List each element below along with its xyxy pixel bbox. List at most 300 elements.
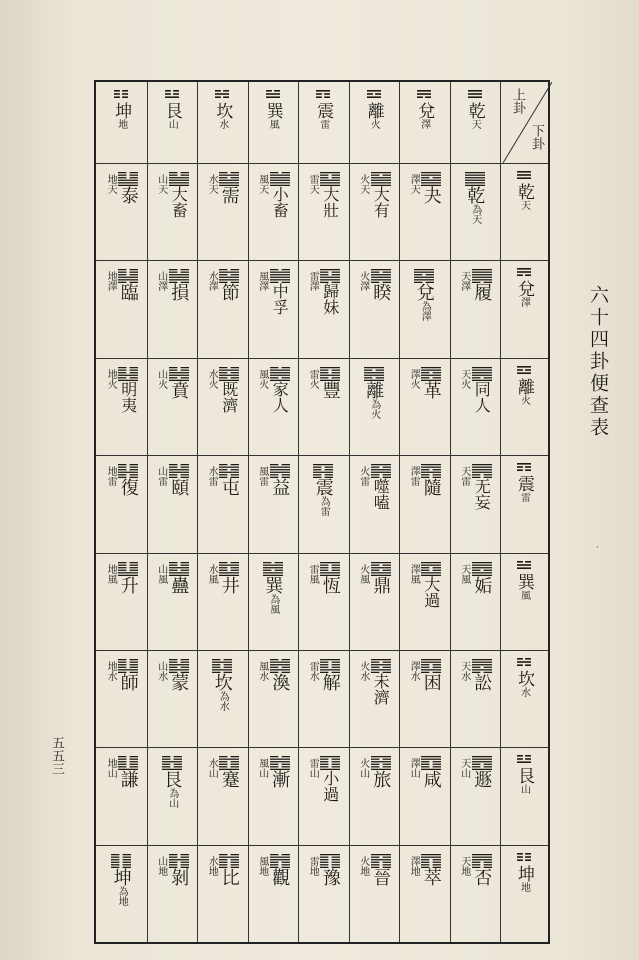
- hexagram-label-group: [219, 464, 239, 496]
- trigram-element: 山: [166, 119, 178, 129]
- hexagram-cell: [147, 163, 198, 260]
- hexagram-icon: [219, 756, 239, 770]
- hexagram-cell: [197, 260, 248, 357]
- hexagram-cell: [298, 455, 349, 552]
- hexagram-name: 既濟: [219, 380, 239, 413]
- hexagram-prefix: 火雷: [357, 466, 369, 487]
- hexagram-prefix: 火天: [357, 174, 369, 194]
- hexagram-label-group: [320, 756, 340, 802]
- hexagram-cell: [349, 845, 400, 942]
- hexagram-icon: [472, 562, 492, 576]
- hexagram-name: 大有: [371, 186, 391, 218]
- hexagram-prefix: 風澤: [256, 271, 268, 292]
- hexagram-cell: [349, 455, 400, 552]
- hexagram-suffix: 為山: [166, 788, 178, 809]
- trigram-icon: [316, 90, 330, 98]
- hexagram-name: 姤: [471, 575, 493, 594]
- hexagram-icon: [169, 464, 189, 478]
- hexagram-cell: [450, 845, 501, 942]
- hexagram-name: 小畜: [270, 186, 290, 218]
- hexagram-prefix: 地山: [105, 758, 117, 779]
- hexagram-cell: [248, 747, 299, 844]
- hexagram-cell: [96, 260, 147, 357]
- hexagram-icon: [169, 562, 189, 576]
- upper-trigram-header: [96, 82, 147, 163]
- hexagram-label-group: [472, 854, 492, 886]
- hexagram-cell: [96, 747, 147, 844]
- hexagram-name: 家人: [270, 380, 290, 413]
- hexagram-cell: [349, 747, 400, 844]
- hexagram-cell: [96, 163, 147, 260]
- hexagram-cell: [450, 747, 501, 844]
- hexagram-icon: [320, 756, 340, 770]
- trigram-icon: [367, 90, 381, 98]
- hexagram-cell: [450, 163, 501, 260]
- hexagram-label-group: [414, 269, 434, 321]
- hexagram-label-group: [421, 172, 441, 204]
- trigram-name: 坤: [111, 102, 132, 119]
- hexagram-prefix: 天火: [458, 368, 470, 389]
- hexagram-name: 旅: [370, 770, 392, 789]
- hexagram-label-group: [169, 269, 189, 301]
- hexagram-icon: [465, 172, 485, 186]
- hexagram-cell: [298, 163, 349, 260]
- hexagram-prefix: 風天: [256, 174, 268, 194]
- hexagram-label-group: [371, 659, 391, 705]
- hexagram-label-group: [219, 854, 239, 886]
- hexagram-label-group: [465, 172, 485, 224]
- hexagram-icon: [219, 269, 239, 283]
- upper-trigram-header: [197, 82, 248, 163]
- hexagram-label-group: [472, 659, 492, 691]
- hexagram-name: 小過: [320, 770, 340, 803]
- hexagram-name: 鼎: [370, 575, 392, 594]
- hexagram-icon: [270, 756, 290, 770]
- hexagram-icon: [270, 659, 290, 673]
- hexagram-label-group: [169, 562, 189, 594]
- trigram-name: 坎: [212, 102, 233, 119]
- lower-trigram-header: [500, 553, 548, 650]
- hexagram-name: 明夷: [118, 380, 138, 413]
- hexagram-icon: [169, 172, 189, 186]
- hexagram-cell: [349, 358, 400, 455]
- trigram-name: 震: [514, 475, 534, 493]
- hexagram-cell: [197, 358, 248, 455]
- hexagram-name: 履: [471, 283, 493, 302]
- lower-trigram-header: [500, 650, 548, 747]
- hexagram-prefix: 風地: [256, 855, 268, 876]
- hexagram-prefix: 山澤: [155, 271, 167, 292]
- hexagram-label-group: [169, 854, 189, 886]
- hexagram-cell: [399, 455, 450, 552]
- upper-trigram-header: [147, 82, 198, 163]
- hexagram-label-group: [118, 562, 138, 594]
- trigram-element: 山: [518, 784, 530, 795]
- header-upper-label: 上卦: [510, 88, 525, 114]
- hexagram-icon: [219, 562, 239, 576]
- hexagram-prefix: 風雷: [256, 466, 268, 487]
- hexagram-label-group: [421, 464, 441, 496]
- hexagram-label-group: [169, 659, 189, 691]
- hexagram-prefix: 澤火: [408, 368, 420, 389]
- hexagram-label-group: [270, 367, 290, 413]
- hexagram-name: 蠱: [168, 575, 190, 594]
- hexagram-name: 困: [420, 672, 442, 691]
- hexagram-icon: [421, 854, 441, 868]
- hexagram-icon: [371, 659, 391, 673]
- hexagram-icon: [371, 172, 391, 186]
- hexagram-name: 豐: [319, 380, 341, 399]
- hexagram-icon: [169, 269, 189, 283]
- hexagram-label-group: [219, 172, 239, 204]
- hexagram-icon: [421, 367, 441, 381]
- hexagram-label-group: [472, 756, 492, 788]
- trigram-element: 澤: [518, 297, 530, 308]
- hexagram-label-group: [212, 659, 232, 711]
- hexagram-cell: [298, 747, 349, 844]
- hexagram-icon: [371, 562, 391, 576]
- hexagram-name: 未濟: [371, 672, 391, 705]
- hexagram-label-group: [118, 659, 138, 691]
- hexagram-cell: [147, 650, 198, 747]
- hexagram-label-group: [263, 562, 283, 614]
- upper-trigram-header: [298, 82, 349, 163]
- hexagram-label-group: [371, 464, 391, 510]
- hexagram-label-group: [219, 562, 239, 594]
- hexagram-icon: [169, 659, 189, 673]
- hexagram-label-group: [371, 854, 391, 886]
- hexagram-name: 益: [269, 478, 291, 497]
- hexagram-name: 遯: [471, 770, 493, 789]
- hexagram-name: 臨: [117, 283, 139, 302]
- hexagram-name: 賁: [168, 380, 190, 399]
- hexagram-cell: [248, 845, 299, 942]
- hexagram-label-group: [364, 367, 384, 419]
- hexagram-icon: [320, 854, 340, 868]
- hexagram-label-group: [270, 854, 290, 886]
- hexagram-prefix: 天風: [458, 563, 470, 584]
- hexagram-name: 大畜: [169, 186, 189, 218]
- hexagram-name: 泰: [117, 186, 139, 204]
- hexagram-cell: [96, 553, 147, 650]
- hexagram-name: 艮: [161, 770, 183, 789]
- hexagram-name: 頤: [168, 478, 190, 497]
- hexagram-name: 晉: [370, 867, 392, 886]
- trigram-element: 天: [469, 119, 481, 129]
- hexagram-label-group: [169, 367, 189, 399]
- hexagram-icon: [118, 659, 138, 673]
- hexagram-icon: [219, 854, 239, 868]
- hexagram-prefix: 天雷: [458, 466, 470, 487]
- hexagram-cell: [96, 845, 147, 942]
- trigram-name: 兌: [514, 280, 534, 298]
- hexagram-icon: [371, 854, 391, 868]
- hexagram-prefix: 水雷: [206, 466, 218, 487]
- hexagram-icon: [320, 269, 340, 283]
- trigram-name: 坎: [514, 669, 534, 687]
- hexagram-cell: [399, 358, 450, 455]
- lower-trigram-header: [500, 747, 548, 844]
- hexagram-cell: [197, 650, 248, 747]
- hexagram-label-group: [169, 464, 189, 496]
- hexagram-prefix: 地火: [105, 368, 117, 389]
- hexagram-label-group: [472, 562, 492, 594]
- hexagram-cell: [349, 553, 400, 650]
- trigram-icon: [517, 463, 531, 471]
- hexagram-cell: [298, 650, 349, 747]
- hexagram-prefix: 天地: [458, 855, 470, 876]
- hexagram-name: 巽: [262, 575, 284, 594]
- trigram-element: 雷: [518, 492, 530, 503]
- hexagram-cell: [147, 747, 198, 844]
- hexagram-prefix: 風火: [256, 368, 268, 389]
- hexagram-icon: [414, 269, 434, 283]
- hexagram-label-group: [320, 659, 340, 691]
- hexagram-cell: [248, 650, 299, 747]
- hexagram-prefix: 水火: [206, 368, 218, 389]
- trigram-icon: [468, 90, 482, 98]
- hexagram-label-group: [320, 854, 340, 886]
- hexagram-cell: [450, 358, 501, 455]
- hexagram-label-group: [169, 172, 189, 218]
- hexagram-icon: [169, 854, 189, 868]
- hexagram-name: 中孚: [270, 283, 290, 316]
- hexagram-suffix: 為天: [469, 204, 481, 224]
- hexagram-name: 咸: [420, 770, 442, 789]
- hexagram-prefix: 地雷: [105, 466, 117, 487]
- trigram-element: 雷: [317, 119, 329, 129]
- hexagram-name: 震: [312, 478, 334, 497]
- hexagram-prefix: 水風: [206, 563, 218, 584]
- hexagram-icon: [472, 367, 492, 381]
- upper-trigram-header: [450, 82, 501, 163]
- hexagram-cell: [399, 845, 450, 942]
- trigram-element: 澤: [418, 119, 430, 129]
- page-number: 五五三: [49, 736, 64, 775]
- hexagram-label-group: [219, 756, 239, 788]
- hexagram-name: 睽: [370, 283, 392, 302]
- hexagram-prefix: 雷火: [307, 368, 319, 389]
- hexagram-prefix: 雷澤: [307, 271, 319, 292]
- hexagram-cell: [450, 553, 501, 650]
- trigram-icon: [517, 755, 531, 763]
- hexagram-prefix: 天山: [458, 758, 470, 779]
- hexagram-prefix: 水地: [206, 855, 218, 876]
- hexagram-icon: [320, 172, 340, 186]
- hexagram-prefix: 天水: [458, 660, 470, 681]
- trigram-name: 乾: [464, 102, 485, 119]
- hexagram-name: 兌: [413, 283, 435, 302]
- trigram-icon: [417, 90, 431, 98]
- hexagram-cell: [399, 163, 450, 260]
- hexagram-icon: [320, 367, 340, 381]
- hexagram-cell: [298, 553, 349, 650]
- hexagram-prefix: 山水: [155, 660, 167, 681]
- hexagram-cell: [147, 553, 198, 650]
- hexagram-icon: [118, 172, 138, 186]
- hexagram-prefix: 澤天: [408, 174, 420, 194]
- hexagram-cell: [248, 163, 299, 260]
- lower-trigram-header: [500, 455, 548, 552]
- hexagram-cell: [248, 358, 299, 455]
- page-title: 六十四卦便查表: [587, 285, 609, 439]
- upper-trigram-header: [349, 82, 400, 163]
- hexagram-cell: [197, 747, 248, 844]
- trigram-element: 風: [518, 589, 530, 600]
- hexagram-icon: [162, 756, 182, 770]
- hexagram-icon: [118, 464, 138, 478]
- hexagram-name: 損: [168, 283, 190, 302]
- hexagram-icon: [421, 464, 441, 478]
- hexagram-label-group: [270, 464, 290, 496]
- hexagram-name: 蒙: [168, 672, 190, 691]
- trigram-name: 兌: [414, 102, 435, 119]
- hexagram-name: 漸: [269, 770, 291, 789]
- hexagram-prefix: 火山: [357, 758, 369, 779]
- trigram-name: 坤: [514, 864, 534, 882]
- hexagram-prefix: 澤水: [408, 660, 420, 681]
- hexagram-label-group: [270, 659, 290, 691]
- hexagram-name: 恆: [319, 575, 341, 594]
- hexagram-name: 夬: [420, 186, 442, 204]
- hexagram-label-group: [219, 269, 239, 301]
- hexagram-icon: [169, 367, 189, 381]
- trigram-element: 水: [518, 686, 530, 697]
- trigram-name: 離: [514, 377, 534, 395]
- hexagram-label-group: [320, 367, 340, 399]
- trigram-icon: [165, 90, 179, 98]
- hexagram-cell: [450, 650, 501, 747]
- hexagram-name: 坤: [110, 867, 132, 886]
- hexagram-label-group: [219, 367, 239, 413]
- hexagram-icon: [364, 367, 384, 381]
- hexagram-icon: [371, 464, 391, 478]
- hexagram-icon: [270, 269, 290, 283]
- hexagram-name: 需: [218, 186, 240, 204]
- hexagram-name: 坎: [211, 672, 233, 691]
- hexagram-name: 蹇: [218, 770, 240, 789]
- hexagram-suffix: 為火: [368, 398, 380, 419]
- hexagram-name: 師: [117, 672, 139, 691]
- hexagram-cell: [399, 747, 450, 844]
- hexagram-icon: [320, 659, 340, 673]
- hexagram-label-group: [421, 562, 441, 608]
- trigram-element: 地: [115, 119, 127, 129]
- hexagram-prefix: 風山: [256, 758, 268, 779]
- hexagram-icon: [421, 172, 441, 186]
- trigram-icon: [517, 366, 531, 374]
- hexagram-prefix: 山風: [155, 563, 167, 584]
- hexagram-label-group: [320, 562, 340, 594]
- hexagram-icon: [118, 269, 138, 283]
- trigram-element: 地: [518, 881, 530, 892]
- hexagram-cell: [147, 455, 198, 552]
- hexagram-table: [94, 80, 550, 944]
- hexagram-name: 觀: [269, 867, 291, 886]
- hexagram-prefix: 地風: [105, 563, 117, 584]
- upper-trigram-header: [399, 82, 450, 163]
- hexagram-icon: [118, 367, 138, 381]
- hexagram-label-group: [421, 659, 441, 691]
- hexagram-label-group: [118, 367, 138, 413]
- hexagram-suffix: 為澤: [419, 301, 431, 322]
- hexagram-prefix: 地水: [105, 660, 117, 681]
- hexagram-prefix: 澤地: [408, 855, 420, 876]
- hexagram-prefix: 山天: [155, 174, 167, 194]
- hexagram-prefix: 水山: [206, 758, 218, 779]
- hexagram-prefix: 水天: [206, 174, 218, 194]
- hexagram-suffix: 為地: [116, 885, 128, 906]
- hexagram-cell: [197, 163, 248, 260]
- hexagram-name: 訟: [471, 672, 493, 691]
- lower-trigram-header: [500, 845, 548, 942]
- hexagram-label-group: [118, 756, 138, 788]
- hexagram-name: 否: [471, 867, 493, 886]
- hexagram-prefix: 火澤: [357, 271, 369, 292]
- hexagram-prefix: 山雷: [155, 466, 167, 487]
- hexagram-cell: [147, 845, 198, 942]
- hexagram-name: 革: [420, 380, 442, 399]
- hexagram-label-group: [111, 854, 131, 906]
- hexagram-cell: [399, 260, 450, 357]
- hexagram-label-group: [320, 269, 340, 315]
- hexagram-prefix: 澤山: [408, 758, 420, 779]
- hexagram-prefix: 澤雷: [408, 466, 420, 487]
- hexagram-name: 乾: [464, 186, 486, 204]
- hexagram-label-group: [371, 562, 391, 594]
- trigram-element: 火: [368, 119, 380, 129]
- hexagram-icon: [270, 172, 290, 186]
- hexagram-name: 渙: [269, 672, 291, 691]
- hexagram-label-group: [313, 464, 333, 516]
- hexagram-prefix: 火地: [357, 855, 369, 876]
- hexagram-prefix: 雷水: [307, 660, 319, 681]
- hexagram-icon: [313, 464, 333, 478]
- hexagram-cell: [298, 358, 349, 455]
- hexagram-label-group: [162, 756, 182, 808]
- trigram-icon: [517, 658, 531, 666]
- hexagram-cell: [450, 455, 501, 552]
- hexagram-label-group: [270, 172, 290, 218]
- trigram-icon: [517, 171, 531, 179]
- hexagram-label-group: [472, 367, 492, 413]
- hexagram-cell: [450, 260, 501, 357]
- hexagram-name: 萃: [420, 867, 442, 886]
- trigram-icon: [215, 90, 229, 98]
- hexagram-label-group: [371, 269, 391, 301]
- hexagram-icon: [472, 756, 492, 770]
- hexagram-cell: [197, 455, 248, 552]
- hexagram-icon: [421, 562, 441, 576]
- hexagram-cell: [399, 553, 450, 650]
- hexagram-label-group: [270, 269, 290, 315]
- hexagram-prefix: 火水: [357, 660, 369, 681]
- lower-trigram-header: [500, 358, 548, 455]
- hexagram-icon: [371, 269, 391, 283]
- hexagram-prefix: 雷地: [307, 855, 319, 876]
- hexagram-name: 隨: [420, 478, 442, 497]
- hexagram-suffix: 為雷: [318, 496, 330, 517]
- print-speck: ·: [596, 543, 599, 553]
- hexagram-cell: [248, 553, 299, 650]
- hexagram-cell: [147, 358, 198, 455]
- hexagram-name: 屯: [218, 478, 240, 497]
- trigram-name: 巽: [262, 102, 283, 119]
- hexagram-icon: [371, 756, 391, 770]
- hexagram-cell: [96, 358, 147, 455]
- trigram-element: 天: [518, 200, 530, 210]
- hexagram-name: 井: [218, 575, 240, 594]
